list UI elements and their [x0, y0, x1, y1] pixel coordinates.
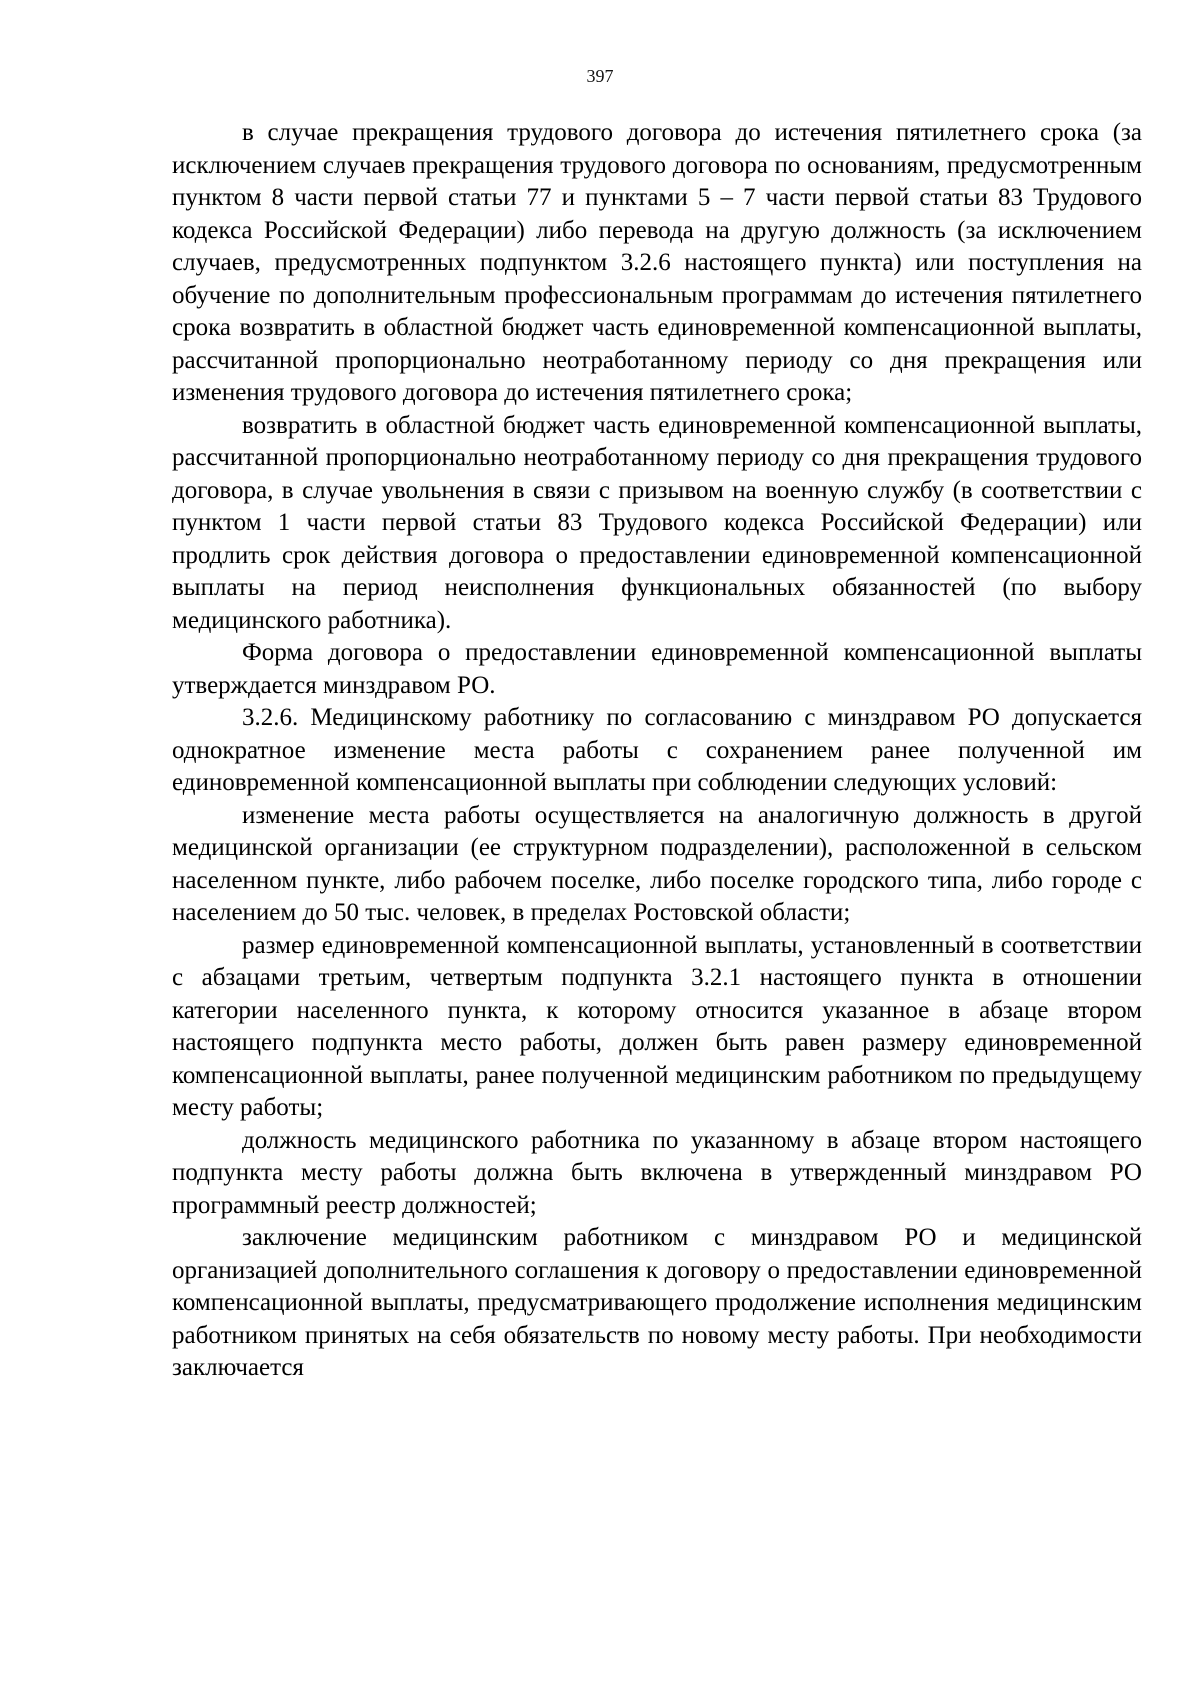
- paragraph-condition-agreement: заключение медицинским работником с минздравом РО и медицинской организацией дополнительного соглашения к договору о предоставлении единовременной компенсационной выплаты, предусматривающего продолжение исполнения медицинским работником принятых на себя обязательств по новому месту работы. При необходимости заключается: [172, 1224, 1142, 1381]
- paragraph-military-service: возвратить в областной бюджет часть единовременной компенсационной выплаты, рассчитанной пропорционально неотработанному периоду со дня прекращения трудового договора, в случае увольнения в связи с призывом на военную службу (в соответствии с пунктом 1 части первой статьи 83 Трудового кодекса Российской Федерации) или продлить срок действия договора о предоставлении единовременной компенсационной выплаты на период неисполнения функциональных обязанностей (по выбору медицинского работника).: [172, 411, 1142, 634]
- paragraph-condition-same-position: изменение места работы осуществляется на аналогичную должность в другой медицинской организации (ее структурном подразделении), расположенной в сельском населенном пункте, либо рабочем поселке, либо поселке городского типа, либо городе с населением до 50 тыс. человек, в пределах Ростовской области;: [172, 801, 1142, 926]
- paragraph-early-termination: в случае прекращения трудового договора до истечения пятилетнего срока (за исключением случаев прекращения трудового договора по основаниям, предусмотренным пунктом 8 части первой статьи 77 и пунктами 5 – 7 части первой статьи 83 Трудового кодекса Российской Федерации) либо перевода на другую должность (за исключением случаев, предусмотренных подпунктом 3.2.6 настоящего пункта) или поступления на обучение по дополнительным профессиональным программам до истечения пятилетнего срока возвратить в областной бюджет часть единовременной компенсационной выплаты, рассчитанной пропорционально неотработанному периоду со дня прекращения или изменения трудового договора до истечения пятилетнего срока;: [172, 119, 1142, 406]
- paragraph-contract-form: Форма договора о предоставлении единовременной компенсационной выплаты утверждается минздравом РО.: [172, 639, 1142, 699]
- paragraph-condition-payment-size: размер единовременной компенсационной выплаты, установленный в соответствии с абзацами третьим, четвертым подпункта 3.2.1 настоящего пункта в отношении категории населенного пункта, к которому относится указанное в абзаце втором настоящего подпункта место работы, должен быть равен размеру единовременной компенсационной выплаты, ранее полученной медицинским работником по предыдущему месту работы;: [172, 931, 1142, 1121]
- body-text: [172, 117, 1142, 1385]
- page-number: 397: [586, 66, 614, 86]
- paragraph-condition-registry: должность медицинского работника по указанному в абзаце втором настоящего подпункта месту работы должна быть включена в утвержденный минздравом РО программный реестр должностей;: [172, 1126, 1142, 1219]
- paragraph-section-3-2-6: 3.2.6. Медицинскому работнику по согласованию с минздравом РО допускается однократное изменение места работы с сохранением ранее полученной им единовременной компенсационной выплаты при соблюдении следующих условий:: [172, 704, 1142, 796]
